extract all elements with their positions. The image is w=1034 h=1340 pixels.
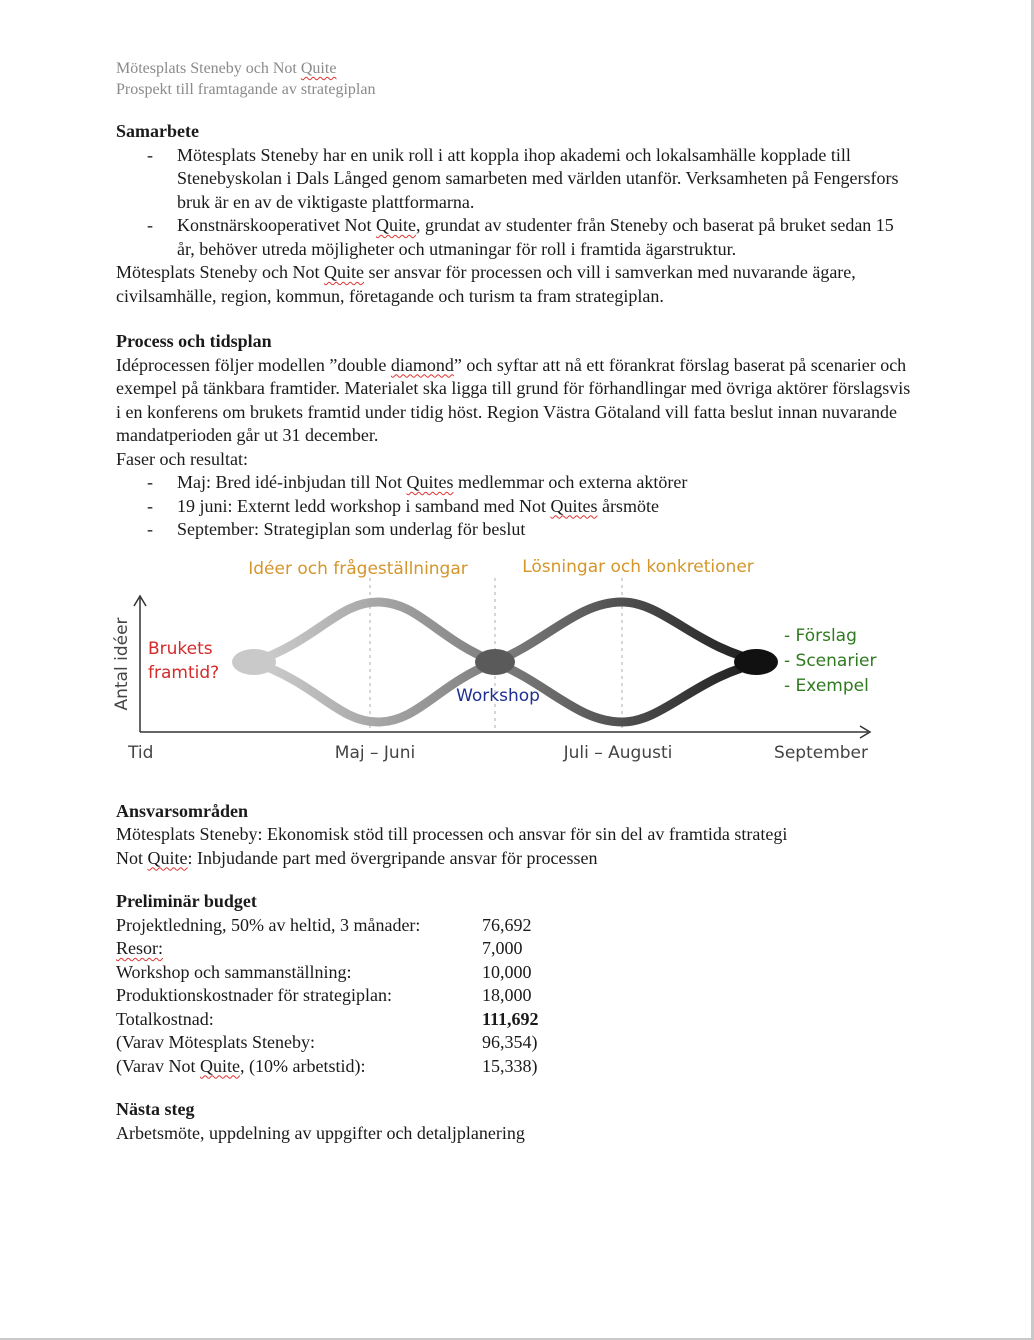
output-label-forslag: - Förslag — [784, 625, 857, 646]
spellcheck-word: Quite — [375, 215, 416, 235]
phases-label: Faser och resultat: — [116, 448, 248, 469]
section-heading-budget: Preliminär budget — [116, 891, 257, 911]
section-heading-samarbete: Samarbete — [116, 121, 199, 141]
spellcheck-word: Quite — [147, 847, 188, 868]
section-heading-process: Process och tidsplan — [116, 331, 272, 351]
table-row: Workshop och sammanställning: 10,000 — [116, 961, 532, 982]
doc-header-line2: Prospekt till framtagande av strategiplan — [116, 81, 376, 98]
list-item: - 19 juni: Externt ledd workshop i samband med Not Quites årsmöte — [116, 495, 916, 519]
header-text: Mötesplats Steneby och Not — [116, 60, 301, 77]
table-row: Projektledning, 50% av heltid, 3 månader: 76,692 — [116, 914, 532, 935]
table-row: Produktionskostnader för strategiplan: 18,000 — [116, 985, 532, 1005]
table-row: (Varav Mötesplats Steneby: 96,354) — [116, 1032, 538, 1052]
spellcheck-word: Quites — [406, 472, 454, 492]
paragraph: Not Quite: Inbjudande part med övergripande ansvar för processen — [116, 847, 598, 868]
samarbete-list — [116, 144, 916, 262]
doc-header-line1 — [116, 58, 916, 79]
spellcheck-word: Quites — [550, 495, 598, 516]
table-row: Resor: 7,000 — [116, 938, 523, 958]
start-node — [232, 649, 276, 675]
double-diamond-svg — [108, 550, 888, 780]
list-item: - Maj: Bred idé-inbjudan till Not Quites medlemmar och externa aktörer — [116, 471, 916, 495]
list-item: - Konstnärskooperativet Not Quite, grundat av studenter från Steneby och baserat på bruket sedan 15 år, behöver utreda möjligheter och utmaningar för roll i framtida ägarstruktur. — [116, 214, 916, 261]
phases-list — [116, 471, 916, 542]
x-label-maj-juni: Maj – Juni — [334, 742, 416, 763]
list-item: - September: Strategiplan som underlag för beslut — [116, 518, 916, 542]
diamond-upper-curve — [254, 602, 765, 662]
end-node — [734, 649, 778, 675]
output-label-scenarier: - Scenarier — [784, 650, 877, 671]
document-body — [112, 58, 916, 1145]
doc-header — [116, 58, 916, 100]
start-label-line1: Brukets — [148, 638, 213, 659]
spellcheck-word: diamond — [390, 354, 454, 375]
output-label-exempel: - Exempel — [784, 675, 869, 696]
budget-table — [116, 914, 539, 1079]
label-solutions: Lösningar och konkretioner — [522, 556, 754, 577]
section-heading-next: Nästa steg — [116, 1099, 195, 1119]
spellcheck-word: Quite — [199, 1055, 240, 1076]
start-label-line2: framtid? — [148, 662, 220, 683]
spellcheck-word: Resor: — [116, 938, 163, 958]
paragraph: Mötesplats Steneby: Ekonomisk stöd till processen och ansvar för sin del av framtida strategi — [116, 824, 788, 844]
paragraph: Idéprocessen följer modellen ”double diamond” och syftar att nå ett förankrat förslag baserat på scenarier och exempel på tänkbara framtider. Materialet ska ligga till grund för förhandlingar med övriga aktörer förslagsvis i en konferens om brukets framtid under tidig höst. Region Västra Götaland vill fatta beslut innan nuvarande mandatperioden går ut 31 december. — [116, 354, 911, 445]
workshop-node — [475, 649, 515, 675]
y-axis-label: Antal idéer — [112, 616, 132, 711]
paragraph: Arbetsmöte, uppdelning av uppgifter och detaljplanering — [116, 1122, 525, 1143]
spellcheck-word: Quite — [300, 60, 337, 77]
x-label-juli-augusti: Juli – Augusti — [563, 742, 673, 763]
x-label-september: September — [774, 742, 868, 763]
section-heading-ansvar: Ansvarsområden — [116, 800, 249, 821]
table-row: (Varav Not Quite, (10% arbetstid): 15,338) — [116, 1055, 538, 1076]
x-label-tid: Tid — [128, 742, 154, 763]
label-ideas: Idéer och frågeställningar — [248, 558, 468, 579]
workshop-label: Workshop — [456, 685, 540, 706]
list-item: - Mötesplats Steneby har en unik roll i att koppla ihop akademi och lokalsamhälle kopplade till Stenebyskolan i Dals Långed genom samarbeten med världen utanför. Verksamheten på Fengersfors bruk är en av de viktigaste plattformarna. — [116, 144, 916, 215]
double-diamond-diagram — [108, 550, 888, 780]
paragraph: Mötesplats Steneby och Not Quite ser ansvar för processen och vill i samverkan med nuvarande ägare, civilsamhälle, region, kommun, företagande och turism ta fram strategiplan. — [116, 262, 856, 306]
spellcheck-word: Quite — [323, 262, 364, 282]
table-row-total: Totalkostnad: 111,692 — [116, 1008, 539, 1029]
